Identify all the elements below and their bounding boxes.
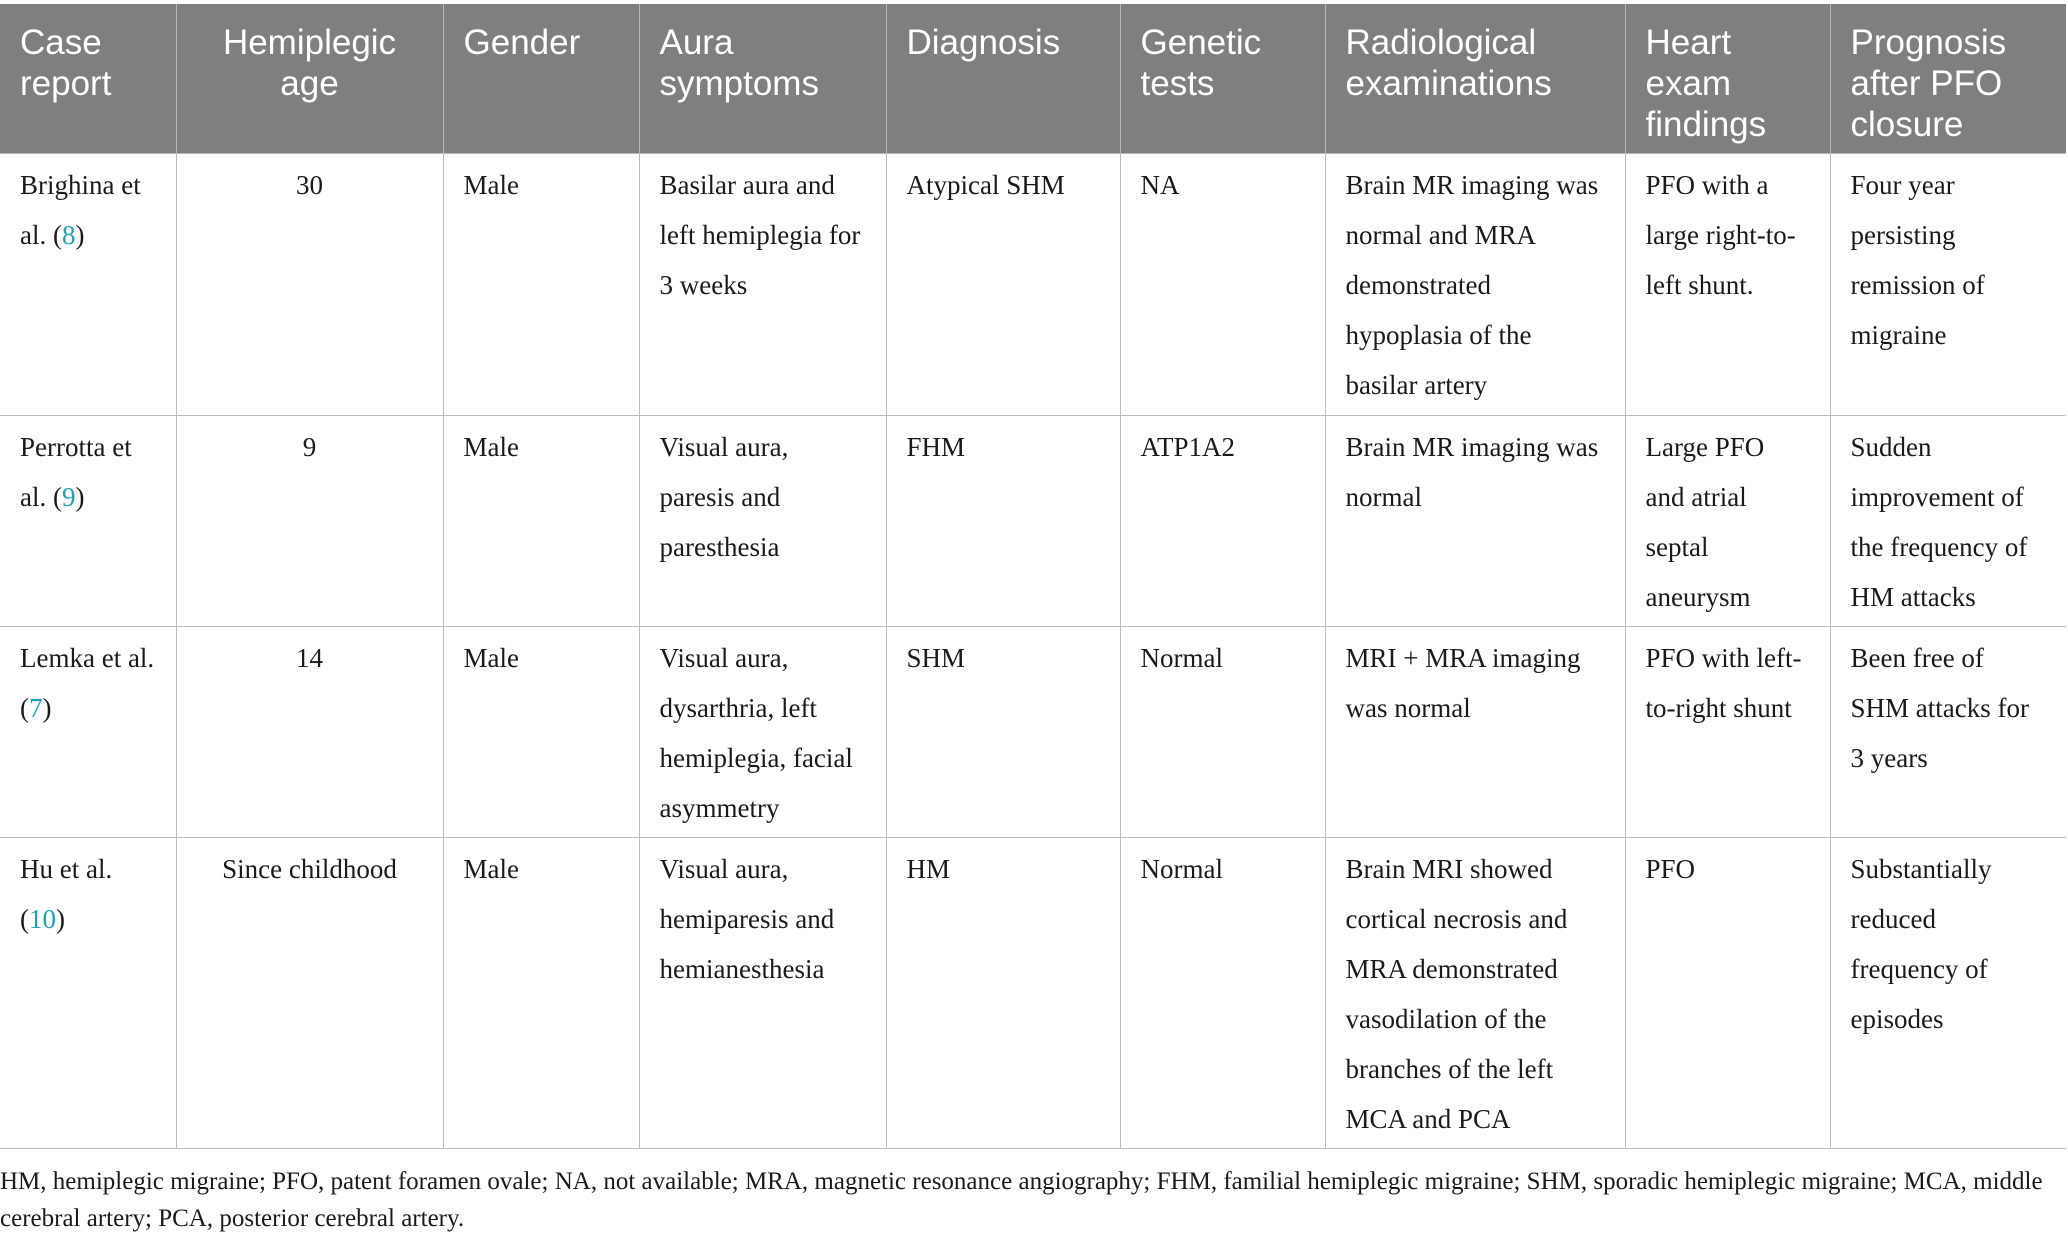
cell-radiological-examinations: Brain MR imaging was normal	[1325, 416, 1625, 627]
cell-heart-exam-findings: PFO with left-to-right shunt	[1625, 627, 1830, 838]
cell-hemiplegic-age: 9	[176, 416, 443, 627]
cell-aura-symptoms: Visual aura, hemiparesis and hemianesthesia	[639, 838, 886, 1149]
cell-gender: Male	[443, 416, 639, 627]
cell-prognosis: Been free of SHM attacks for 3 years	[1830, 627, 2066, 838]
cell-gender: Male	[443, 627, 639, 838]
cell-radiological-examinations: Brain MR imaging was normal and MRA demonstrated hypoplasia of the basilar artery	[1325, 154, 1625, 416]
cell-case-report: Perrotta et al. (9)	[0, 416, 176, 627]
header-row	[0, 4, 2066, 154]
header-heart-exam-findings: Heart exam findings	[1625, 4, 1830, 154]
cell-genetic-tests: Normal	[1120, 838, 1325, 1149]
header-case-report: Case report	[0, 4, 176, 154]
cell-heart-exam-findings: Large PFO and atrial septal aneurysm	[1625, 416, 1830, 627]
cell-case-report: Lemka et al. (7)	[0, 627, 176, 838]
cell-heart-exam-findings: PFO with a large right-to-left shunt.	[1625, 154, 1830, 416]
reference-link[interactable]: 8	[61, 220, 76, 250]
header-hemiplegic-age: Hemiplegic age	[176, 4, 443, 154]
cell-diagnosis: HM	[886, 838, 1120, 1149]
cell-genetic-tests: Normal	[1120, 627, 1325, 838]
cell-diagnosis: FHM	[886, 416, 1120, 627]
cell-aura-symptoms: Basilar aura and left hemiplegia for 3 weeks	[639, 154, 886, 416]
cell-genetic-tests: ATP1A2	[1120, 416, 1325, 627]
cell-diagnosis: Atypical SHM	[886, 154, 1120, 416]
cell-genetic-tests: NA	[1120, 154, 1325, 416]
cell-case-report: Brighina et al. (8)	[0, 154, 176, 416]
cell-prognosis: Substantially reduced frequency of episodes	[1830, 838, 2066, 1149]
header-radiological-examinations: Radiological examinations	[1325, 4, 1625, 154]
reference-link[interactable]: 9	[61, 482, 76, 512]
table-row	[0, 838, 2066, 1149]
table-footnote: HM, hemiplegic migraine; PFO, patent foramen ovale; NA, not available; MRA, magnetic resonance angiography; FHM, familial hemiplegic migraine; SHM, sporadic hemiplegic migraine; MCA, middle cerebral artery; PCA, posterior cerebral artery.	[0, 1168, 2043, 1232]
header-gender: Gender	[443, 4, 639, 154]
case-report-table	[0, 4, 2066, 1149]
cell-hemiplegic-age: Since childhood	[176, 838, 443, 1149]
header-genetic-tests: Genetic tests	[1120, 4, 1325, 154]
cell-gender: Male	[443, 154, 639, 416]
cell-prognosis: Sudden improvement of the frequency of HM attacks	[1830, 416, 2066, 627]
cell-hemiplegic-age: 14	[176, 627, 443, 838]
cell-hemiplegic-age: 30	[176, 154, 443, 416]
header-prognosis: Prognosis after PFO closure	[1830, 4, 2066, 154]
reference-link[interactable]: 7	[29, 693, 43, 723]
cell-gender: Male	[443, 838, 639, 1149]
cell-heart-exam-findings: PFO	[1625, 838, 1830, 1149]
cell-prognosis: Four year persisting remission of migraine	[1830, 154, 2066, 416]
header-diagnosis: Diagnosis	[886, 4, 1120, 154]
cell-radiological-examinations: Brain MRI showed cortical necrosis and MRA demonstrated vasodilation of the branches of the left MCA and PCA	[1325, 838, 1625, 1149]
cell-radiological-examinations: MRI + MRA imaging was normal	[1325, 627, 1625, 838]
reference-link[interactable]: 10	[29, 904, 56, 934]
cell-case-report: Hu et al. (10)	[0, 838, 176, 1149]
table-row	[0, 416, 2066, 627]
header-aura-symptoms: Aura symptoms	[639, 4, 886, 154]
cell-aura-symptoms: Visual aura, paresis and paresthesia	[639, 416, 886, 627]
cell-diagnosis: SHM	[886, 627, 1120, 838]
table-row	[0, 154, 2066, 416]
cell-aura-symptoms: Visual aura, dysarthria, left hemiplegia, facial asymmetry	[639, 627, 886, 838]
table-row	[0, 627, 2066, 838]
